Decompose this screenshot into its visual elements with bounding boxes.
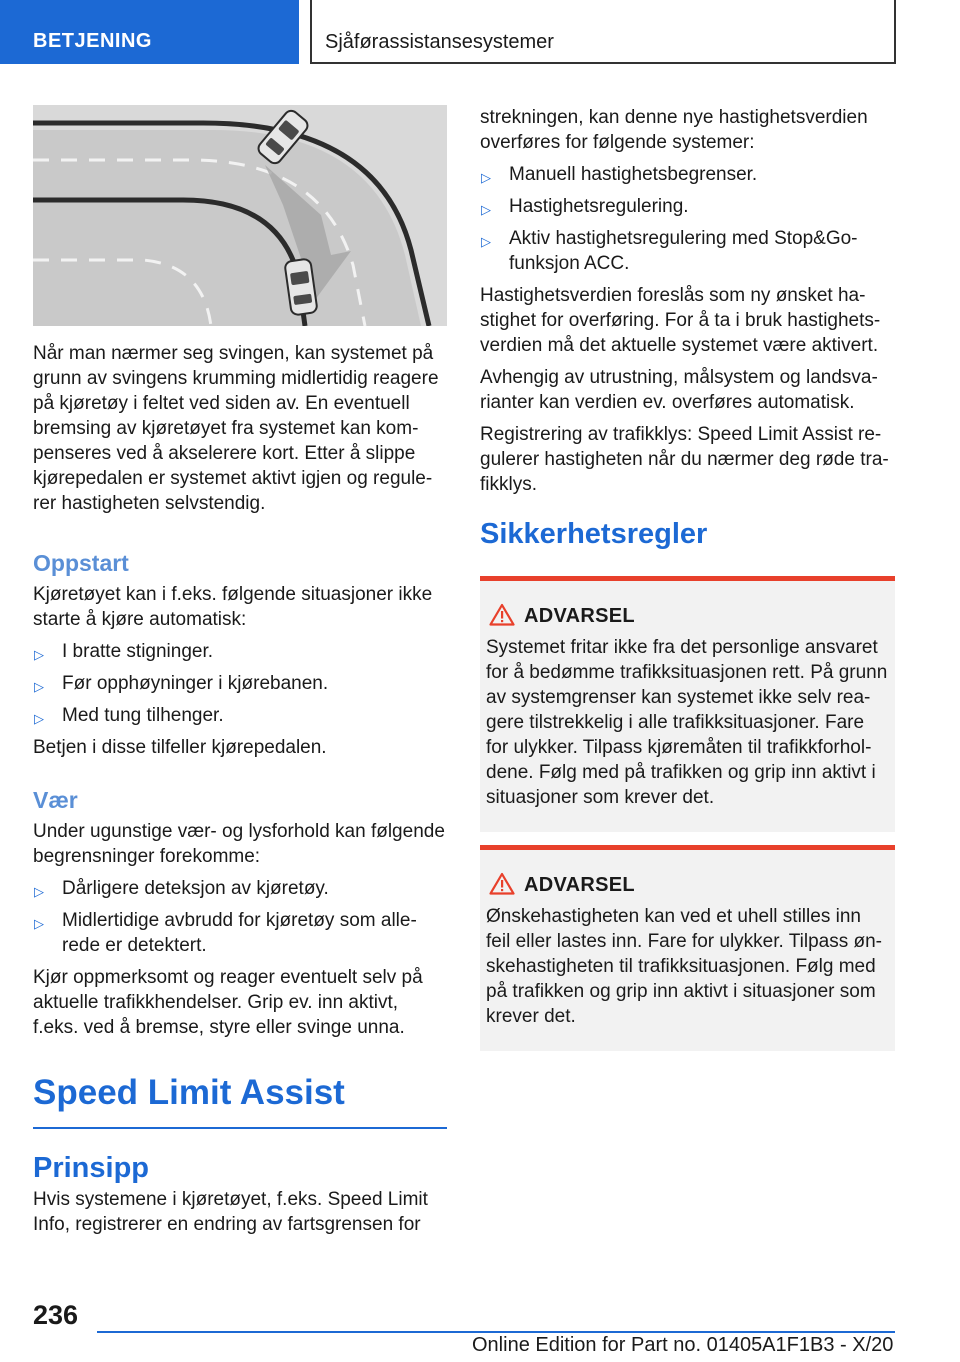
oppstart-heading: Oppstart: [33, 550, 129, 576]
header-section-tab: [0, 0, 299, 64]
paragraph-automatic: Avhengig av utrustning, målsystem og landsvarianter kan verdien ev. overføres automatisk.: [480, 367, 878, 413]
list-item: ▷ Dårligere deteksjon av kjøretøy.: [33, 876, 447, 901]
list-item: ▷ I bratte stigninger.: [33, 639, 447, 664]
triangle-bullet-icon: ▷: [481, 202, 491, 217]
list-item: ▷ Manuell hastighetsbegrenser.: [480, 162, 895, 187]
triangle-bullet-icon: ▷: [34, 884, 44, 899]
header-section-label: BETJENING: [33, 30, 152, 52]
warning-triangle-icon: [489, 872, 515, 895]
oppstart-after: Betjen i disse tilfeller kjørepedalen.: [33, 737, 327, 758]
vaer-after: Kjør oppmerksomt og reager eventuelt selv på aktuelle trafikkhendelser. Grip ev. inn aktivt, f.eks. ved å bremse, styre eller svinge unna.: [33, 967, 423, 1038]
left-column: [33, 105, 447, 1244]
list-item: ▷ Aktiv hastighetsregulering med Stop&Go-funksjon ACC.: [481, 228, 858, 274]
paragraph-proposal: Hastighetsverdien foreslås som ny ønsket hastighet for overføring. For å ta i bruk hastighetsverdien må det aktuelle systemet være aktivert.: [480, 285, 881, 356]
triangle-bullet-icon: ▷: [481, 170, 491, 185]
safety-heading: Sikkerhetsregler: [480, 518, 708, 550]
warning-header: [486, 603, 889, 628]
right-column: [480, 105, 895, 1064]
vaer-list: [33, 876, 447, 958]
triangle-bullet-icon: ▷: [481, 234, 491, 249]
page-number: 236: [33, 1300, 79, 1330]
section-title: Speed Limit Assist: [33, 1073, 447, 1129]
warning-label: ADVARSEL: [524, 874, 635, 896]
prinsipp-text: Hvis systemene i kjøretøyet, f.eks. Speed Limit Info, registrerer en endring av fartsgrensen for: [33, 1189, 428, 1235]
list-item: ▷ Midlertidige avbrudd for kjøretøy som allerede er detektert.: [34, 910, 417, 956]
continuation-paragraph: strekningen, kan denne nye hastighetsverdien overføres for følgende systemer:: [480, 107, 868, 153]
warning-text: Ønskehastigheten kan ved et uhell stilles inn feil eller lastes inn. Fare for ulykker. Tilpass ønskehastigheten til trafikksituasjonen. Følg med på trafikken og grip inn aktivt i situasjoner som krever det.: [486, 906, 882, 1027]
warning-box: [480, 576, 895, 832]
systems-list: [480, 162, 895, 276]
oppstart-text: Kjøretøyet kan i f.eks. følgende situasjoner ikke starte å kjøre automatisk:: [33, 584, 433, 630]
header-chapter-box: [310, 0, 896, 64]
warning-triangle-icon: [489, 603, 515, 626]
warning-box: [480, 845, 895, 1051]
warning-header: [486, 872, 889, 897]
vaer-heading: Vær: [33, 787, 78, 813]
road-curve-illustration: [33, 105, 447, 326]
list-item: ▷ Med tung tilhenger.: [33, 703, 447, 728]
intro-paragraph: Når man nærmer seg svingen, kan systemet på grunn av svingens krumming midlertidig reagere på kjøretøy i feltet ved siden av. En eventuell bremsing av kjøretøyet fra systemet kan kompenseres ved å akselerere kort. Etter å slippe kjørepedalen er systemet aktivt igjen og regulerer hastigheten selvstendig.: [33, 343, 439, 514]
vaer-text: Under ugunstige vær- og lysforhold kan følgende begrensninger forekomme:: [33, 821, 445, 867]
prinsipp-heading: Prinsipp: [33, 1152, 150, 1184]
header-chapter-label: Sjåførassistansesystemer: [325, 31, 554, 53]
footer-divider: [97, 1331, 895, 1333]
triangle-bullet-icon: ▷: [34, 711, 44, 726]
paragraph-traffic-lights: Registrering av trafikklys: Speed Limit Assist regulerer hastigheten når du nærmer deg røde trafikklys.: [480, 424, 889, 495]
list-item: ▷ Hastighetsregulering.: [480, 194, 895, 219]
footer-edition: Online Edition for Part no. 01405A1F1B3 - X/20: [472, 1334, 894, 1356]
triangle-bullet-icon: ▷: [34, 679, 44, 694]
warning-label: ADVARSEL: [524, 605, 635, 627]
warning-text: Systemet fritar ikke fra det personlige ansvaret for å bedømme trafikksituasjonen rett. På grunn av systemgrenser kan systemet ikke selv reagere tilstrekkelig i alle trafikksituasjoner. Fare for ulykker. Tilpass kjøremåten til trafikkforholdene. Følg med på trafikken og grip inn aktivt i situasjoner som krever det.: [486, 637, 888, 808]
oppstart-list: [33, 639, 447, 728]
list-item: ▷ Før opphøyninger i kjørebanen.: [33, 671, 447, 696]
triangle-bullet-icon: ▷: [34, 916, 44, 931]
triangle-bullet-icon: ▷: [34, 647, 44, 662]
